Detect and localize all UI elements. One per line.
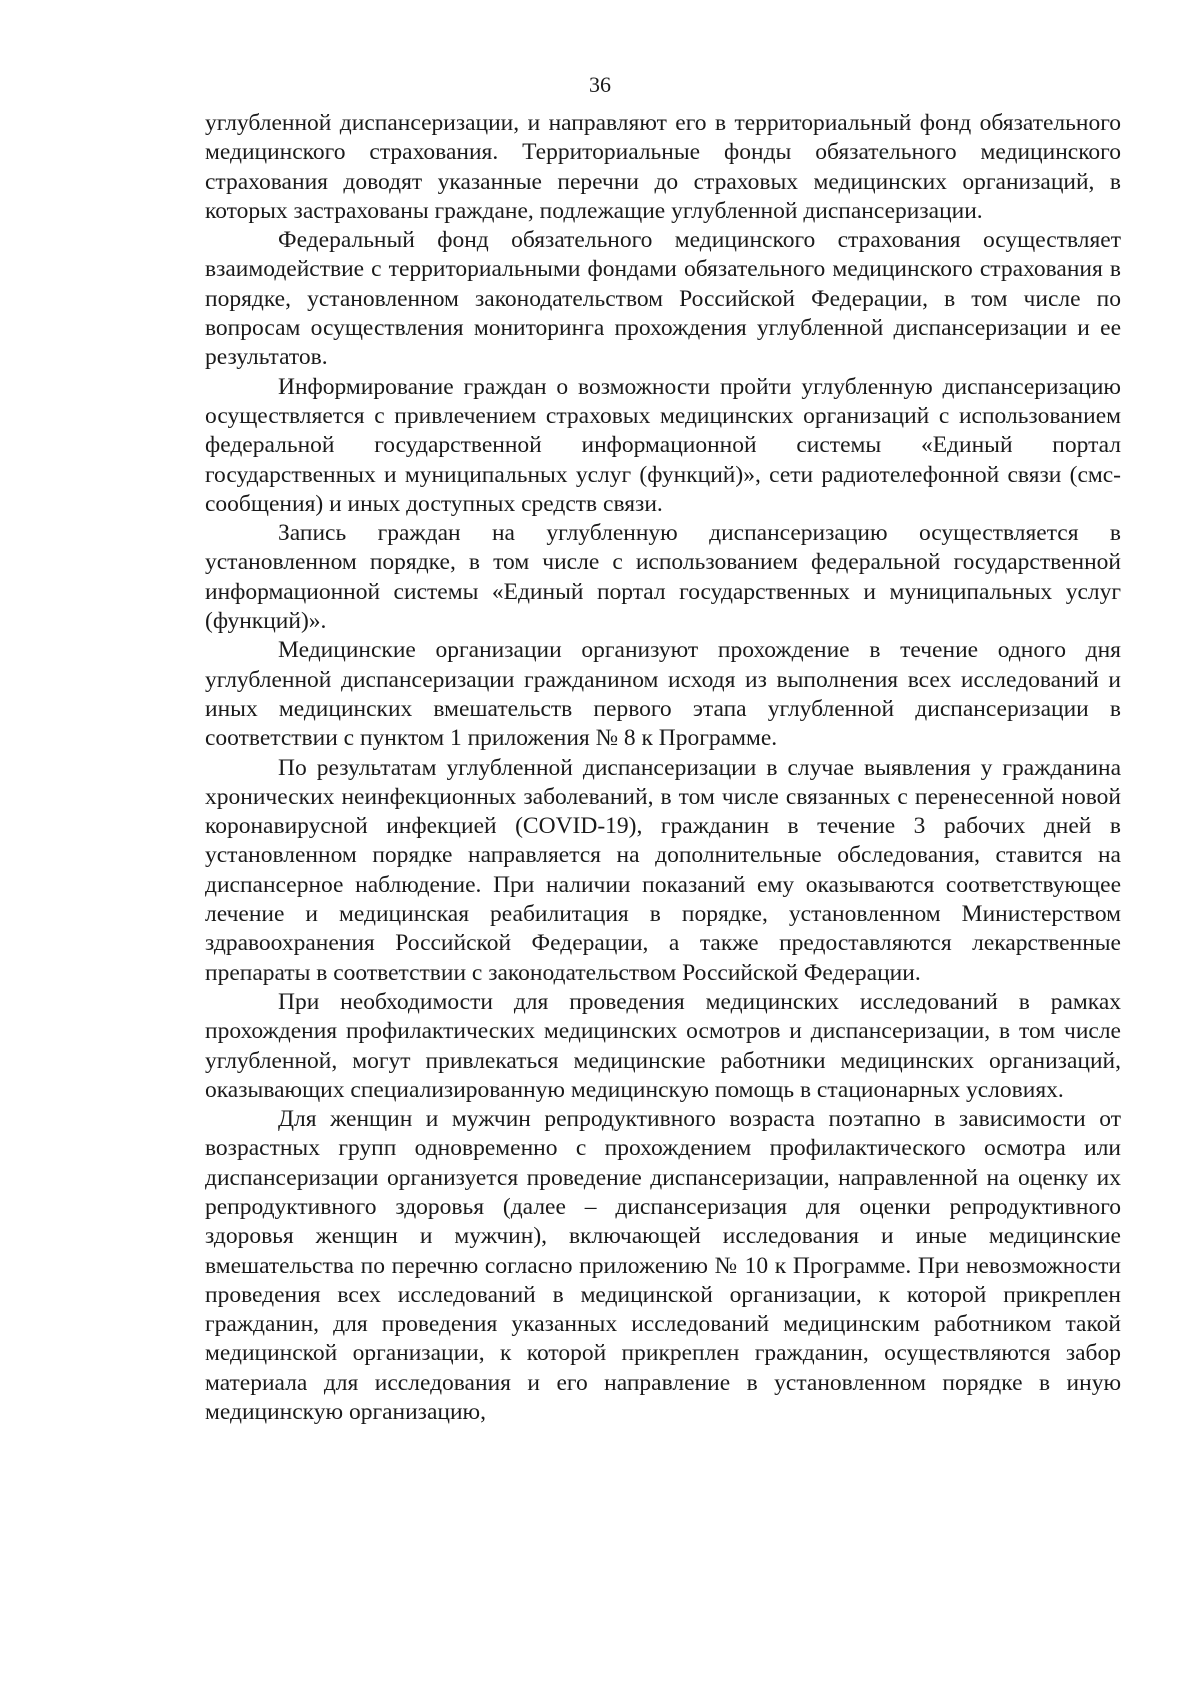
paragraph-examination-results: По результатам углубленной диспансеризации в случае выявления у гражданина хронических неинфекционных заболеваний, в том числе связанных с перенесенной новой коронавирусной инфекцией (COVID-19), гражданин в течение 3 рабочих дней в установленном порядке направляется на дополнительные обследования, ставится на диспансерное наблюдение. При наличии показаний ему оказываются соответствующее лечение и медицинская реабилитация в порядке, установленном Министерством здравоохранения Российской Федерации, а также предоставляются лекарственные препараты в соответствии с законодательством Российской Федерации.	[205, 754, 1121, 986]
paragraph-specialist-involvement: При необходимости для проведения медицинских исследований в рамках прохождения профилактических медицинских осмотров и диспансеризации, в том числе углубленной, могут привлекаться медицинские работники медицинских организаций, оказывающих специализированную медицинскую помощь в стационарных условиях.	[205, 988, 1121, 1103]
paragraph-registration: Запись граждан на углубленную диспансеризацию осуществляется в установленном порядке, в том числе с использованием федеральной государственной информационной системы «Единый портал государственных и муниципальных услуг (функций)».	[205, 520, 1121, 635]
paragraph-reproductive-health: Для женщин и мужчин репродуктивного возраста поэтапно в зависимости от возрастных групп одновременно с прохождением профилактического осмотра или диспансеризации организуется проведение диспансеризации, направленной на оценку их репродуктивного здоровья (далее – диспансеризация для оценки репродуктивного здоровья женщин и мужчин), включающей исследования и иные медицинские вмешательства по перечню согласно приложению № 10 к Программе. При невозможности проведения всех исследований в медицинской организации, к которой прикреплен гражданин, для проведения указанных исследований медицинским работником такой медицинской организации, к которой прикреплен гражданин, осуществляются забор материала для исследования и его направление в установленном порядке в иную медицинскую организацию,	[205, 1106, 1121, 1426]
paragraph-one-day-examination: Медицинские организации организуют прохождение в течение одного дня углубленной диспансеризации гражданином исходя из выполнения всех исследований и иных медицинских вмешательств первого этапа углубленной диспансеризации в соответствии с пунктом 1 приложения № 8 к Программе.	[205, 637, 1121, 752]
paragraph-continuation: углубленной диспансеризации, и направляют его в территориальный фонд обязательного медицинского страхования. Территориальные фонды обязательного медицинского страхования доводят указанные перечни до страховых медицинских организаций, в которых застрахованы граждане, подлежащие углубленной диспансеризации.	[205, 110, 1121, 224]
document-body	[205, 109, 1121, 1427]
paragraph-informing-citizens: Информирование граждан о возможности пройти углубленную диспансеризацию осуществляется с привлечением страховых медицинских организаций с использованием федеральной государственной информационной системы «Единый портал государственных и муниципальных услуг (функций)», сети радиотелефонной связи (смс-сообщения) и иных доступных средств связи.	[205, 373, 1121, 517]
page-number: 36	[589, 72, 611, 97]
paragraph-federal-fund: Федеральный фонд обязательного медицинского страхования осуществляет взаимодействие с территориальными фондами обязательного медицинского страхования в порядке, установленном законодательством Российской Федерации, в том числе по вопросам осуществления мониторинга прохождения углубленной диспансеризации и ее результатов.	[205, 227, 1121, 371]
